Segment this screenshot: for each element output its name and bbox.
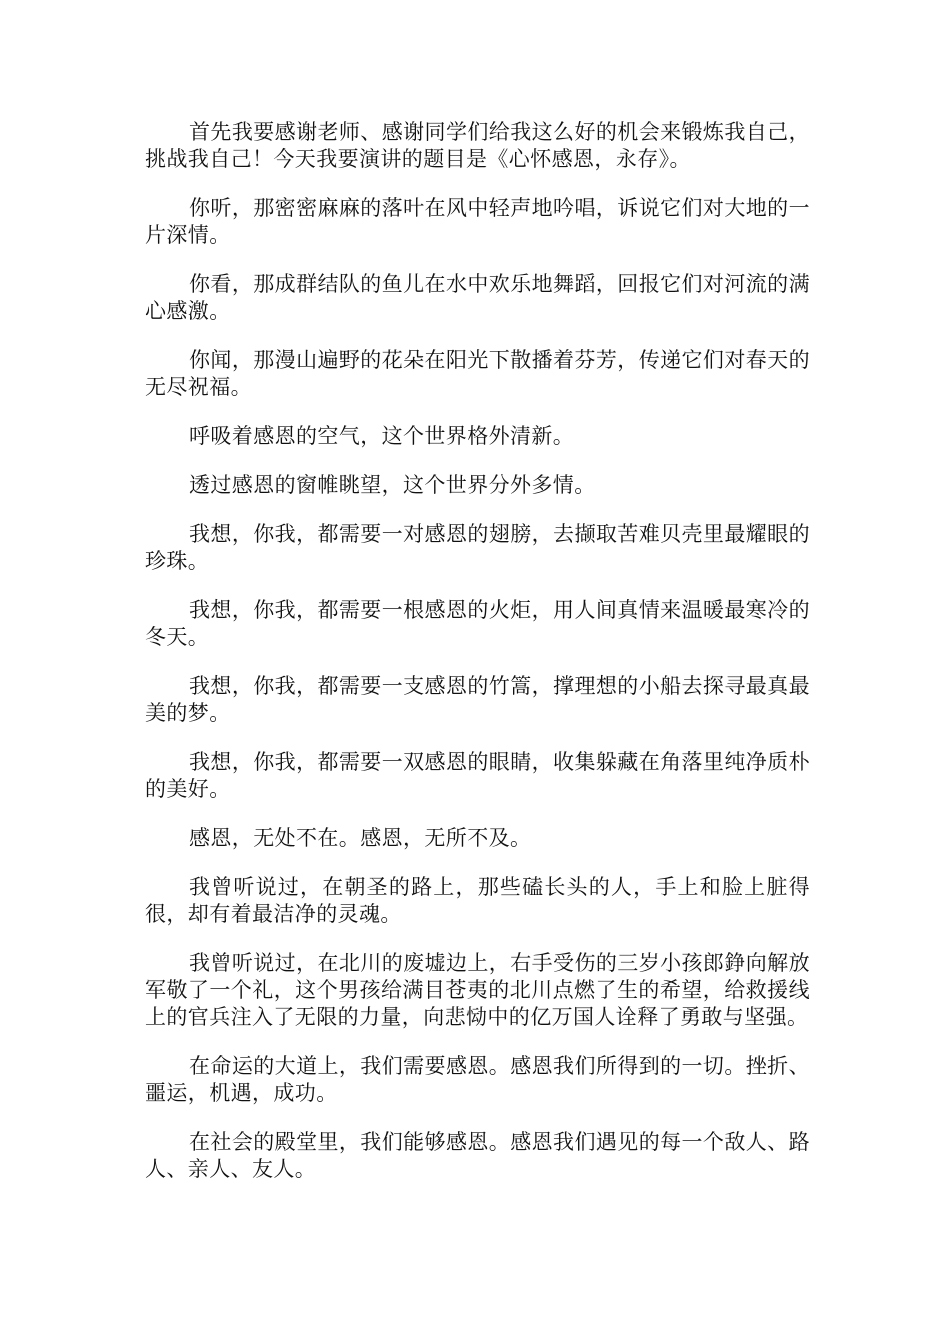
paragraph: 我想，你我，都需要一支感恩的竹篙，撑理想的小船去探寻最真最美的梦。 (145, 674, 810, 725)
paragraph: 在社会的殿堂里，我们能够感恩。感恩我们遇见的每一个敌人、路人、亲人、友人。 (145, 1130, 810, 1181)
paragraph: 首先我要感谢老师、感谢同学们给我这么好的机会来锻炼我自己，挑战我自己！今天我要演讲的题目是《心怀感恩，永存》。 (145, 120, 810, 171)
paragraph: 你听，那密密麻麻的落叶在风中轻声地吟唱，诉说它们对大地的一片深情。 (145, 196, 810, 247)
paragraph: 在命运的大道上，我们需要感恩。感恩我们所得到的一切。挫折、噩运，机遇，成功。 (145, 1054, 810, 1105)
paragraph: 你闻，那漫山遍野的花朵在阳光下散播着芬芳，传递它们对春天的无尽祝福。 (145, 348, 810, 399)
paragraph: 透过感恩的窗帷眺望，这个世界分外多情。 (189, 473, 596, 497)
paragraph: 我想，你我，都需要一根感恩的火炬，用人间真情来温暖最寒冷的冬天。 (145, 598, 810, 649)
paragraph: 我想，你我，都需要一对感恩的翅膀，去撷取苦难贝壳里最耀眼的珍珠。 (145, 522, 810, 573)
paragraph: 我曾听说过，在朝圣的路上，那些磕长头的人，手上和脸上脏得很，却有着最洁净的灵魂。 (145, 875, 810, 926)
paragraph: 你看，那成群结队的鱼儿在水中欢乐地舞蹈，回报它们对河流的满心感激。 (145, 272, 810, 323)
paragraph: 感恩，无处不在。感恩，无所不及。 (189, 826, 532, 850)
paragraph: 我想，你我，都需要一双感恩的眼睛，收集躲藏在角落里纯净质朴的美好。 (145, 750, 810, 801)
paragraph: 我曾听说过，在北川的废墟边上，右手受伤的三岁小孩郎錚向解放军敬了一个礼，这个男孩给满目苍夷的北川点燃了生的希望，给救援线上的官兵注入了无限的力量，向悲恸中的亿万国人诠释了勇敢与坚强。 (145, 951, 810, 1029)
paragraph: 呼吸着感恩的空气，这个世界格外清新。 (189, 424, 575, 448)
document-body (145, 119, 810, 1205)
